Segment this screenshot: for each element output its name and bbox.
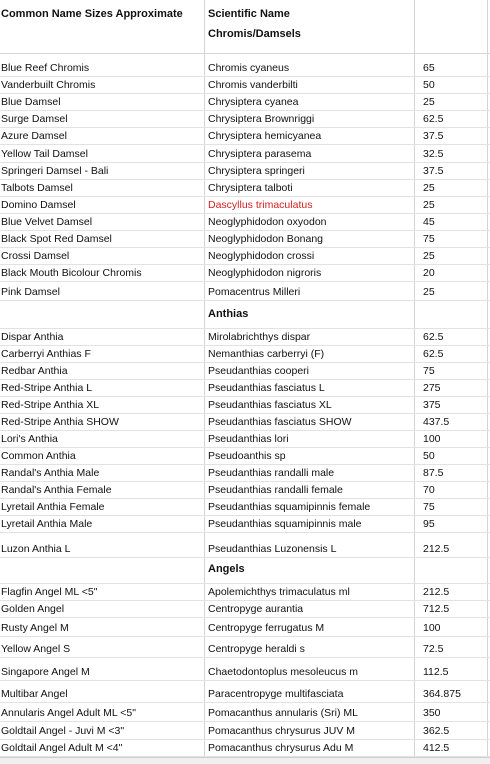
scientific-name-cell: Chrysiptera cyanea <box>208 96 299 108</box>
header-common-name: Common Name Sizes Approximate <box>1 8 183 20</box>
scientific-name-cell: Centropyge ferrugatus M <box>208 622 325 634</box>
common-name-cell: Rusty Angel M <box>1 622 69 634</box>
scientific-name-cell: Centropyge heraldi s <box>208 643 305 655</box>
size-value-cell: 362.5 <box>423 725 450 737</box>
scientific-name-cell: Neoglyphidodon oxyodon <box>208 216 327 228</box>
common-name-cell: Dispar Anthia <box>1 331 64 343</box>
common-name-cell: Yellow Angel S <box>1 643 71 655</box>
common-name-cell: Randal's Anthia Male <box>1 467 100 479</box>
size-value-cell: 45 <box>423 216 435 228</box>
common-name-cell: Black Spot Red Damsel <box>1 233 112 245</box>
common-name-cell: Lyretail Anthia Male <box>1 518 93 530</box>
common-name-cell: Black Mouth Bicolour Chromis <box>1 267 142 279</box>
size-value-cell: 350 <box>423 707 441 719</box>
table-row <box>0 740 490 757</box>
table-row <box>0 363 490 380</box>
size-value-cell: 100 <box>423 433 441 445</box>
scientific-name-cell: Mirolabrichthys dispar <box>208 331 311 343</box>
common-name-cell: Luzon Anthia L <box>1 543 71 555</box>
size-value-cell: 364.875 <box>423 688 461 700</box>
size-value-cell: 25 <box>423 199 435 211</box>
scientific-name-cell: Pseudanthias fasciatus SHOW <box>208 416 352 428</box>
scientific-name-cell: Pseudanthias fasciatus L <box>208 382 325 394</box>
size-value-cell: 87.5 <box>423 467 444 479</box>
common-name-cell: Blue Damsel <box>1 96 61 108</box>
size-value-cell: 20 <box>423 267 435 279</box>
table-row <box>0 94 490 111</box>
size-value-cell: 65 <box>423 62 435 74</box>
size-value-cell: 70 <box>423 484 435 496</box>
size-value-cell: 75 <box>423 501 435 513</box>
size-value-cell: 62.5 <box>423 331 444 343</box>
common-name-cell: Multibar Angel <box>1 688 68 700</box>
table-row <box>0 111 490 128</box>
size-value-cell: 62.5 <box>423 113 444 125</box>
size-value-cell: 712.5 <box>423 603 450 615</box>
scientific-name-cell: Pomacanthus annularis (Sri) ML <box>208 707 358 719</box>
table-row <box>0 145 490 163</box>
table-row <box>0 265 490 282</box>
section-header-row <box>0 301 490 329</box>
common-name-cell: Lori's Anthia <box>1 433 58 445</box>
common-name-cell: Singapore Angel M <box>1 666 90 678</box>
common-name-cell: Golden Angel <box>1 603 65 615</box>
common-name-cell: Red-Stripe Anthia XL <box>1 399 100 411</box>
table-row <box>0 658 490 681</box>
size-value-cell: 212.5 <box>423 586 450 598</box>
size-value-cell: 72.5 <box>423 643 444 655</box>
common-name-cell: Red-Stripe Anthia L <box>1 382 93 394</box>
table-row <box>0 703 490 722</box>
size-value-cell: 62.5 <box>423 348 444 360</box>
scientific-name-cell: Paracentropyge multifasciata <box>208 688 344 700</box>
scientific-name-cell: Pseudanthias squamipinnis male <box>208 518 362 530</box>
common-name-cell: Talbots Damsel <box>1 182 73 194</box>
scientific-name-cell: Pseudoanthis sp <box>208 450 286 462</box>
scientific-name-cell: Chromis cyaneus <box>208 62 290 74</box>
table-row <box>0 601 490 618</box>
common-name-cell: Flagfin Angel ML <5" <box>1 586 98 598</box>
common-name-cell: Annularis Angel Adult ML <5" <box>1 707 136 719</box>
scientific-name-cell: Neoglyphidodon nigroris <box>208 267 322 279</box>
scientific-name-cell: Apolemichthys trimaculatus ml <box>208 586 350 598</box>
scientific-name-cell: Chrysiptera hemicyanea <box>208 130 322 142</box>
common-name-cell: Springeri Damsel - Bali <box>1 165 109 177</box>
table-row <box>0 618 490 637</box>
scientific-name-cell: Chromis vanderbilti <box>208 79 298 91</box>
size-value-cell: 25 <box>423 286 435 298</box>
table-row <box>0 584 490 601</box>
size-value-cell: 37.5 <box>423 130 444 142</box>
size-value-cell: 75 <box>423 233 435 245</box>
table-row <box>0 448 490 465</box>
scientific-name-cell: Pseudanthias lori <box>208 433 289 445</box>
header-scientific-name: Scientific Name <box>208 8 290 20</box>
scientific-name-cell: Chrysiptera talboti <box>208 182 293 194</box>
table-row <box>0 380 490 397</box>
scientific-name-cell: Neoglyphidodon crossi <box>208 250 315 262</box>
scientific-name-cell: Chrysiptera springeri <box>208 165 305 177</box>
table-row <box>0 282 490 301</box>
common-name-cell: Common Anthia <box>1 450 76 462</box>
table-row <box>0 397 490 414</box>
size-value-cell: 275 <box>423 382 441 394</box>
size-value-cell: 412.5 <box>423 742 450 754</box>
table-row <box>0 722 490 740</box>
size-value-cell: 375 <box>423 399 441 411</box>
table-row <box>0 465 490 482</box>
scientific-name-cell: Pseudanthias randalli male <box>208 467 335 479</box>
table-row <box>0 637 490 658</box>
size-value-cell: 212.5 <box>423 543 450 555</box>
common-name-cell: Azure Damsel <box>1 130 67 142</box>
table-row <box>0 681 490 703</box>
scientific-name-cell: Chrysiptera Brownriggi <box>208 113 315 125</box>
scientific-name-cell: Chaetodontoplus mesoleucus m <box>208 666 359 678</box>
scientific-name-cell: Pseudanthias randalli female <box>208 484 343 496</box>
size-value-cell: 25 <box>423 250 435 262</box>
size-value-cell: 25 <box>423 182 435 194</box>
size-value-cell: 37.5 <box>423 165 444 177</box>
table-row <box>0 163 490 180</box>
size-value-cell: 437.5 <box>423 416 450 428</box>
table-row <box>0 329 490 346</box>
section-header-chromis-damsels: Chromis/Damsels <box>208 28 301 40</box>
common-name-cell: Vanderbuilt Chromis <box>1 79 96 91</box>
size-value-cell: 50 <box>423 79 435 91</box>
common-name-cell: Blue Velvet Damsel <box>1 216 93 228</box>
common-name-cell: Carberryi Anthias F <box>1 348 91 360</box>
table-row <box>0 128 490 145</box>
common-name-cell: Goldtail Angel Adult M <4" <box>1 742 123 754</box>
size-value-cell: 75 <box>423 365 435 377</box>
table-row <box>0 248 490 265</box>
table-row <box>0 516 490 533</box>
table-row <box>0 214 490 231</box>
section-header-row <box>0 558 490 584</box>
size-value-cell: 25 <box>423 96 435 108</box>
scientific-name-cell: Centropyge aurantia <box>208 603 304 615</box>
scientific-name-cell: Neoglyphidodon Bonang <box>208 233 324 245</box>
section-title: Angels <box>208 563 245 575</box>
common-name-cell: Redbar Anthia <box>1 365 68 377</box>
common-name-cell: Goldtail Angel - Juvi M <3" <box>1 725 125 737</box>
common-name-cell: Pink Damsel <box>1 286 60 298</box>
table-row <box>0 414 490 431</box>
scientific-name-cell: Pseudanthias fasciatus XL <box>208 399 332 411</box>
scientific-name-cell: Dascyllus trimaculatus <box>208 199 313 211</box>
table-row <box>0 231 490 248</box>
scientific-name-cell: Pomacanthus chrysurus JUV M <box>208 725 356 737</box>
table-row <box>0 60 490 77</box>
table-row <box>0 482 490 499</box>
common-name-cell: Crossi Damsel <box>1 250 70 262</box>
common-name-cell: Randal's Anthia Female <box>1 484 112 496</box>
header-row <box>0 0 490 54</box>
common-name-cell: Lyretail Anthia Female <box>1 501 105 513</box>
size-value-cell: 32.5 <box>423 148 444 160</box>
size-value-cell: 95 <box>423 518 435 530</box>
common-name-cell: Domino Damsel <box>1 199 76 211</box>
table-row <box>0 431 490 448</box>
scientific-name-cell: Chrysiptera parasema <box>208 148 312 160</box>
scientific-name-cell: Pomacentrus Milleri <box>208 286 301 298</box>
table-row <box>0 499 490 516</box>
table-row <box>0 346 490 363</box>
scientific-name-cell: Pseudanthias Luzonensis L <box>208 543 337 555</box>
size-value-cell: 100 <box>423 622 441 634</box>
common-name-cell: Surge Damsel <box>1 113 68 125</box>
scientific-name-cell: Nemanthias carberryi (F) <box>208 348 325 360</box>
common-name-cell: Yellow Tail Damsel <box>1 148 88 160</box>
size-value-cell: 50 <box>423 450 435 462</box>
section-title: Anthias <box>208 308 249 320</box>
table-row <box>0 77 490 94</box>
scientific-name-cell: Pseudanthias cooperi <box>208 365 309 377</box>
size-value-cell: 112.5 <box>423 666 449 678</box>
table-row <box>0 197 490 214</box>
scientific-name-cell: Pseudanthias squamipinnis female <box>208 501 371 513</box>
scientific-name-cell: Pomacanthus chrysurus Adu M <box>208 742 354 754</box>
table-row <box>0 180 490 197</box>
common-name-cell: Red-Stripe Anthia SHOW <box>1 416 119 428</box>
table-row <box>0 533 490 558</box>
common-name-cell: Blue Reef Chromis <box>1 62 90 74</box>
